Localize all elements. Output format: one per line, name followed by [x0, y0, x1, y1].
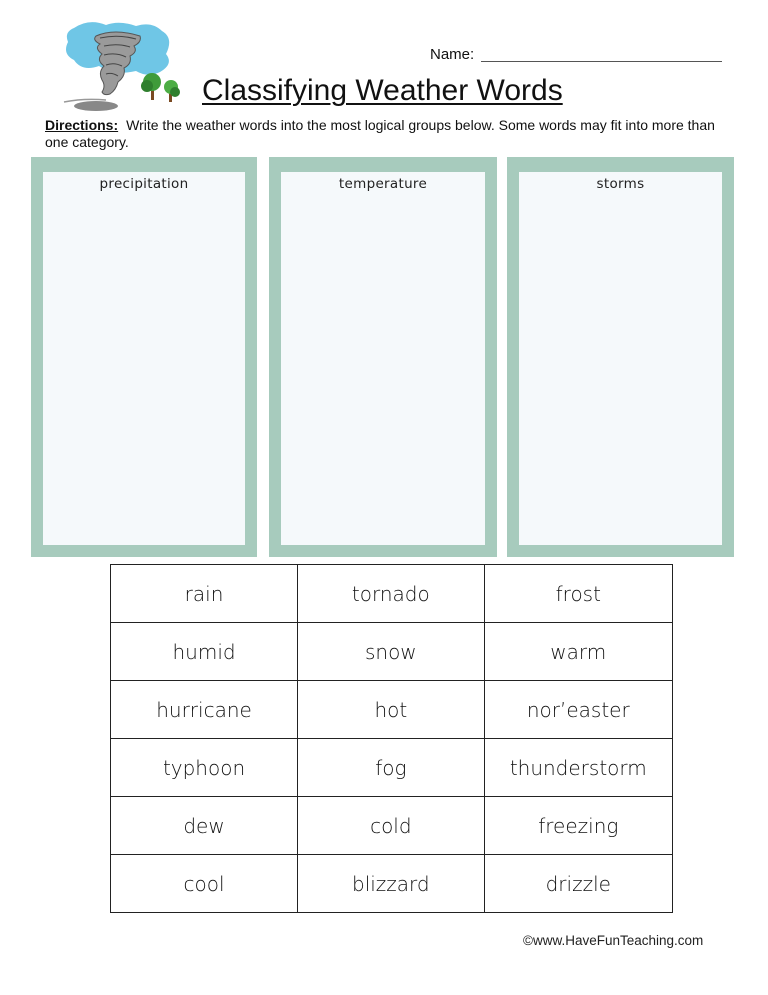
name-label: Name:	[430, 46, 475, 63]
category-title: precipitation	[99, 176, 189, 192]
category-title: temperature	[338, 176, 428, 192]
directions-text: Write the weather words into the most logical groups below. Some words may fit into more than one category.	[45, 117, 715, 150]
word-cell: hurricane	[111, 681, 298, 739]
table-row	[111, 855, 673, 913]
word-cell: tornado	[298, 565, 485, 623]
word-cell: hot	[298, 681, 485, 739]
table-row	[111, 565, 673, 623]
word-cell: rain	[111, 565, 298, 623]
word-cell: blizzard	[298, 855, 485, 913]
word-cell: frost	[484, 565, 672, 623]
word-cell: cold	[298, 797, 485, 855]
category-panel[interactable]	[43, 172, 245, 545]
worksheet-title: Classifying Weather Words	[202, 74, 563, 107]
word-cell: thunderstorm	[484, 739, 672, 797]
word-cell: dew	[111, 797, 298, 855]
word-cell: cool	[111, 855, 298, 913]
directions	[45, 117, 735, 151]
directions-label: Directions:	[45, 117, 119, 133]
word-cell: freezing	[484, 797, 672, 855]
copyright-footer: ©www.HaveFunTeaching.com	[523, 933, 704, 948]
word-cell: nor’easter	[484, 681, 672, 739]
category-panel[interactable]	[281, 172, 485, 545]
word-cell: humid	[111, 623, 298, 681]
category-box-temperature[interactable]	[269, 157, 497, 557]
word-cell: fog	[298, 739, 485, 797]
category-title: storms	[596, 176, 645, 192]
word-cell: drizzle	[484, 855, 672, 913]
category-box-storms[interactable]	[507, 157, 734, 557]
table-row	[111, 681, 673, 739]
table-row	[111, 797, 673, 855]
tornado-clipart-icon	[44, 16, 194, 116]
table-row	[111, 739, 673, 797]
name-line[interactable]	[481, 61, 722, 62]
word-cell: snow	[298, 623, 485, 681]
category-panel[interactable]	[519, 172, 722, 545]
word-bank-table	[110, 564, 673, 913]
category-box-precipitation[interactable]	[31, 157, 257, 557]
table-row	[111, 623, 673, 681]
word-cell: typhoon	[111, 739, 298, 797]
name-field[interactable]	[430, 44, 730, 66]
word-cell: warm	[484, 623, 672, 681]
